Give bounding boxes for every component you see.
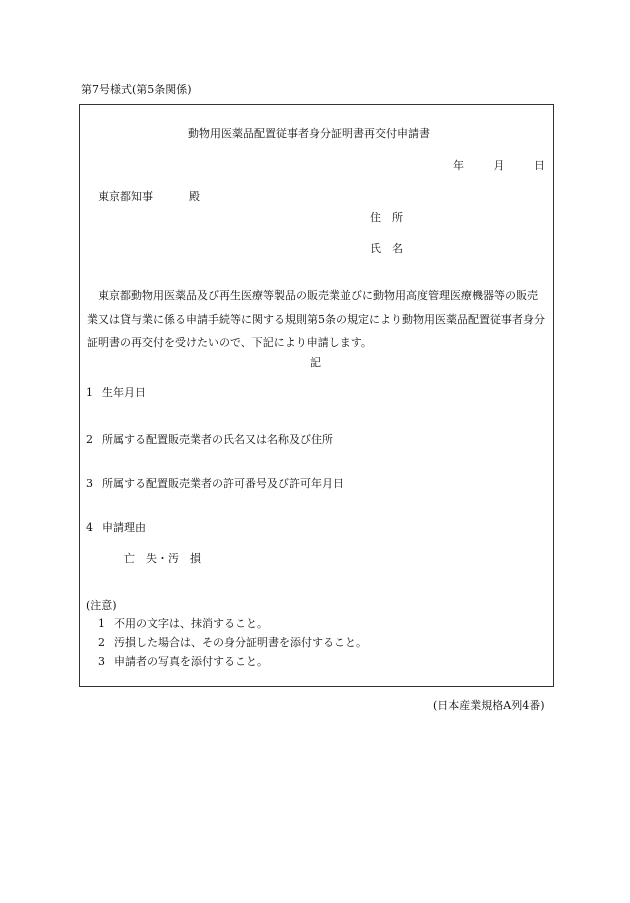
- date-month[interactable]: 月: [493, 159, 505, 172]
- document-title: 動物用医薬品配置従事者身分証明書再交付申請書: [188, 127, 430, 140]
- request-statement: 東京都動物用医薬品及び再生医療等製品の販売業並びに動物用高度管理医療機器等の販売業又は貸与業に係る申請手続等に関する規則第5条の規定により動物用医薬品配置従事者身分証明書の再交付を受けたいので、下記により申請します。: [87, 289, 545, 349]
- reason-options[interactable]: 亡 失・汚 損: [124, 552, 201, 565]
- applicant-name-field[interactable]: 氏 名: [370, 242, 403, 255]
- form-number-label: 第7号様式(第5条関係): [81, 83, 192, 96]
- addressee-honorific: 殿: [189, 190, 200, 203]
- note-item: [98, 653, 268, 669]
- notes-heading: (注意): [86, 599, 117, 612]
- item-reason: [86, 519, 146, 535]
- addressee: [98, 188, 200, 204]
- note-item: [98, 634, 367, 650]
- date-day[interactable]: 日: [534, 159, 545, 172]
- note-text: 汚損した場合は、その身分証明書を添付すること。: [114, 636, 367, 649]
- applicant-address-field[interactable]: 住 所: [370, 211, 403, 224]
- date-line: [453, 157, 545, 173]
- item-permit-number-date[interactable]: [86, 475, 344, 491]
- note-text: 申請者の写真を添付すること。: [114, 655, 268, 668]
- date-year[interactable]: 年: [453, 159, 464, 172]
- note-text: 不用の文字は、抹消すること。: [114, 617, 268, 630]
- item-number: 4: [86, 521, 93, 534]
- item-number: 3: [86, 477, 93, 490]
- paper-standard-note: (日本産業規格A列4番): [433, 699, 545, 712]
- note-item: [98, 615, 268, 631]
- addressee-name: 東京都知事: [98, 190, 153, 203]
- item-birthdate[interactable]: [86, 384, 146, 400]
- note-number: 2: [98, 636, 105, 649]
- item-label: 所属する配置販売業者の許可番号及び許可年月日: [102, 477, 344, 490]
- note-number: 1: [98, 617, 105, 630]
- note-number: 3: [98, 655, 105, 668]
- item-label: 所属する配置販売業者の氏名又は名称及び住所: [102, 433, 333, 446]
- item-label: 申請理由: [102, 521, 146, 534]
- item-number: 2: [86, 433, 93, 446]
- item-number: 1: [86, 386, 93, 399]
- item-seller-name-address[interactable]: [86, 431, 333, 447]
- ki-heading: 記: [310, 356, 321, 369]
- item-label: 生年月日: [102, 386, 146, 399]
